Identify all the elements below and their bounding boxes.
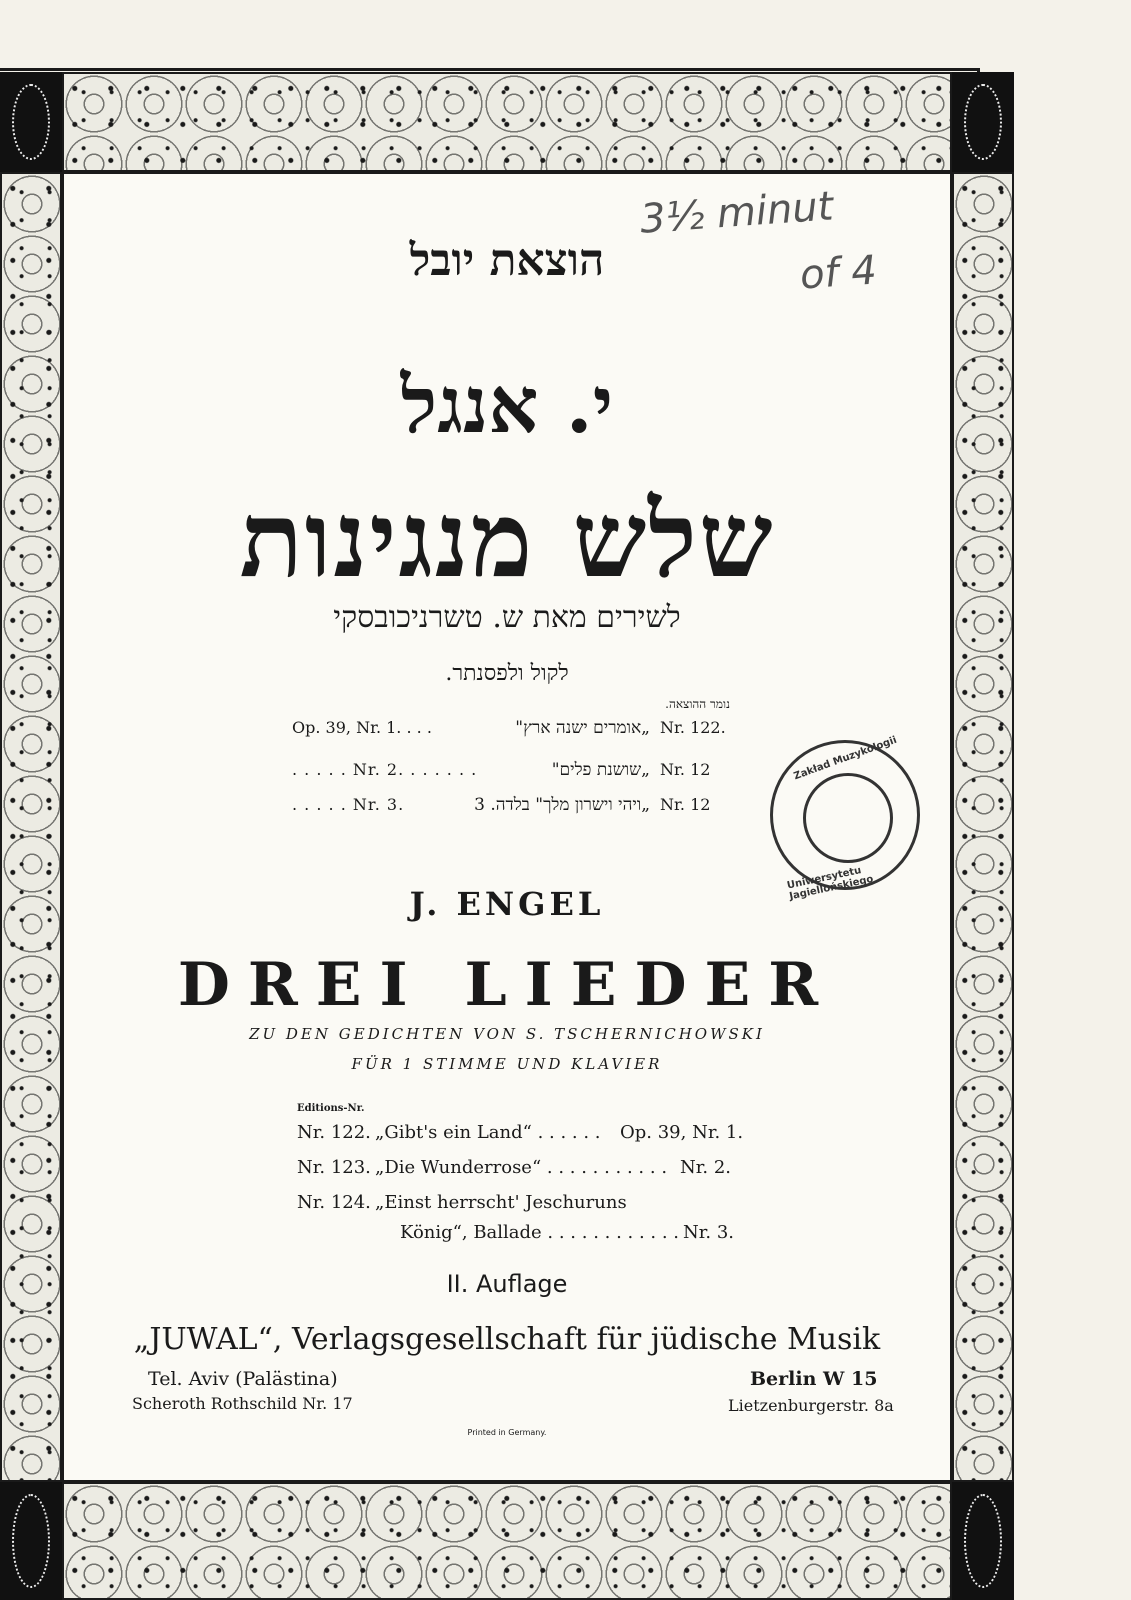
ornamental-border-bottom bbox=[62, 1482, 952, 1600]
german-song-title: „Die Wunderrose“ . . . . . . . . . . . bbox=[375, 1157, 668, 1178]
corner-ornament-bottom-left bbox=[0, 1482, 62, 1600]
hebrew-edition-header: נומר ההוצאה. bbox=[665, 697, 730, 711]
pencil-note-line1: 3½ minut bbox=[638, 183, 835, 243]
hebrew-publisher: הוצאת יובל bbox=[409, 235, 605, 286]
german-song-title-cont: König“, Ballade . . . . . . . . . . . . bbox=[400, 1222, 680, 1243]
ornamental-border-right bbox=[952, 172, 1014, 1482]
german-song-title: „Gibt's ein Land“ . . . . . . bbox=[375, 1122, 601, 1143]
publisher-name: „JUWAL“, Verlagsgesellschaft für jüdische Musik bbox=[133, 1322, 881, 1357]
hebrew-song-op: . . . . . Nr. 2. . . . . . . bbox=[292, 760, 478, 779]
hebrew-song-edition: Nr. 12 bbox=[660, 795, 711, 814]
hebrew-song-edition: Nr. 122. bbox=[660, 718, 726, 737]
publisher-address-street: Scheroth Rothschild Nr. 17 bbox=[132, 1394, 353, 1413]
german-subtitle-instrumentation: FÜR 1 STIMME UND KLAVIER bbox=[351, 1055, 663, 1073]
german-title: DREI LIEDER bbox=[177, 950, 837, 1020]
german-song-nr: Nr. 122. bbox=[297, 1122, 371, 1143]
hebrew-title: שלש מנגינות bbox=[239, 478, 775, 601]
ornamental-border-top bbox=[62, 72, 952, 172]
stamp-text-top: Zakład Muzykologii bbox=[792, 734, 899, 783]
german-song-op: Nr. 3. bbox=[683, 1222, 734, 1243]
german-subtitle-poems: ZU DEN GEDICHTEN VON S. TSCHERNICHOWSKI bbox=[249, 1025, 765, 1043]
german-song-nr: Nr. 123. bbox=[297, 1157, 371, 1178]
hebrew-song-op: Op. 39, Nr. 1. . . . bbox=[292, 718, 432, 737]
corner-ornament-bottom-right bbox=[952, 1482, 1014, 1600]
publisher-address-city: Tel. Aviv (Palästina) bbox=[148, 1368, 338, 1390]
pencil-note-line2: of 4 bbox=[798, 247, 879, 299]
corner-ornament-top-right bbox=[952, 72, 1014, 172]
ornamental-border-left bbox=[0, 172, 62, 1482]
hebrew-subtitle: לשירים מאת ש. טשרניכובסקי bbox=[333, 600, 681, 635]
corner-ornament-top-left bbox=[0, 72, 62, 172]
hebrew-song-title: „ויהי וישרון מלך" בלדה. 3 bbox=[474, 795, 650, 815]
german-composer: J. ENGEL bbox=[409, 885, 605, 923]
stamp-text-bottom: Uniwersytetu Jagiellońskiego bbox=[786, 865, 875, 903]
stamp-center-ring bbox=[803, 773, 893, 863]
german-song-op: Op. 39, Nr. 1. bbox=[620, 1122, 744, 1143]
printed-note: Printed in Germany. bbox=[467, 1428, 547, 1437]
hebrew-instrumentation: לקול ולפסנתר. bbox=[445, 661, 569, 686]
hebrew-song-title: „שושנת פלים" bbox=[551, 760, 650, 780]
german-song-op: Nr. 2. bbox=[680, 1157, 731, 1178]
editions-label: Editions-Nr. bbox=[297, 1103, 365, 1114]
publisher-berlin-city: Berlin W 15 bbox=[750, 1368, 878, 1390]
hebrew-song-op: . . . . . Nr. 3. bbox=[292, 795, 405, 814]
german-song-nr: Nr. 124. bbox=[297, 1192, 371, 1213]
hebrew-song-title: „אומרים ישנה ארץ" bbox=[515, 718, 650, 738]
edition-note: II. Auflage bbox=[446, 1270, 568, 1298]
hebrew-song-edition: Nr. 12 bbox=[660, 760, 711, 779]
library-stamp bbox=[770, 734, 920, 903]
publisher-berlin-street: Lietzenburgerstr. 8a bbox=[728, 1396, 894, 1415]
german-song-title: „Einst herrscht' Jeschuruns bbox=[375, 1192, 627, 1213]
hebrew-composer: י. אנגל bbox=[400, 360, 614, 451]
